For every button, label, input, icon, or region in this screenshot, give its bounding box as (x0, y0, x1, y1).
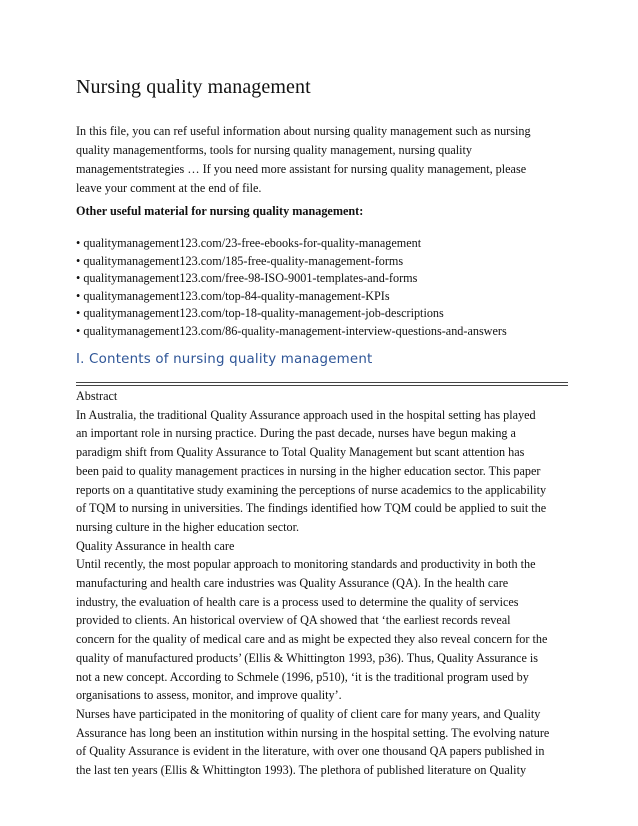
body-line: nursing culture in the higher education sector. (76, 519, 300, 534)
body-line: reports on a quantitative study examining the perceptions of nurse academics to the applicability (76, 482, 547, 497)
body-line: manufacturing and health care industries was Quality Assurance (QA). In the health care (76, 576, 509, 591)
body-line: Assurance has long been an institution within nursing in the hospital setting. The evolving nature (76, 725, 550, 740)
intro-paragraph (76, 122, 568, 198)
body-line: Until recently, the most popular approach to monitoring standards and productivity in both the (76, 557, 536, 572)
body-line: Quality Assurance in health care (76, 538, 235, 553)
intro-line: leave your comment at the end of file. (76, 181, 262, 195)
resource-link-list (76, 235, 568, 341)
body-line: not a new concept. According to Schmele (1996, p510), ‘it is the traditional program used by (76, 669, 529, 684)
section-divider (76, 385, 568, 386)
body-line: organisations to assess, monitor, and improve quality’. (76, 688, 342, 703)
body-text (76, 387, 568, 780)
intro-line: managementstrategies … If you need more assistant for nursing quality management, please (76, 162, 527, 176)
body-line: provided to clients. An historical overview of QA showed that ‘the earliest records reveal (76, 613, 511, 628)
resource-link[interactable]: • qualitymanagement123.com/23-free-ebooks-for-quality-management (76, 236, 422, 250)
section-heading: I. Contents of nursing quality management (76, 352, 373, 367)
body-line: of Quality Assurance is evident in the literature, with over one thousand QA papers published in (76, 744, 545, 759)
section-divider (76, 382, 568, 383)
body-line: the last ten years (Ellis & Whittington 1993). The plethora of published literature on Quality (76, 763, 527, 778)
resource-link[interactable]: • qualitymanagement123.com/185-free-quality-management-forms (76, 253, 404, 268)
document-title: Nursing quality management (76, 76, 311, 98)
body-line: Nurses have participated in the monitoring of quality of client care for many years, and Quality (76, 706, 541, 721)
resource-link[interactable]: • qualitymanagement123.com/top-84-quality-management-KPIs (76, 288, 390, 303)
body-line: In Australia, the traditional Quality Assurance approach used in the hospital setting has played (76, 407, 536, 422)
other-materials-heading: Other useful material for nursing quality management: (76, 204, 364, 218)
body-line: quality of manufactured products’ (Ellis & Whittington 1993, p36). Thus, Quality Assurance is (76, 650, 539, 665)
body-line: industry, the evaluation of health care is a process used to determine the quality of services (76, 594, 519, 609)
resource-link[interactable]: • qualitymanagement123.com/free-98-ISO-9001-templates-and-forms (76, 271, 418, 286)
body-line: been paid to quality management practices in nursing in the higher education sector. This paper (76, 463, 541, 478)
body-line: concern for the quality of medical care and as might be expected they also reveal concern for the (76, 632, 548, 647)
intro-line: quality managementforms, tools for nursing quality management, nursing quality (76, 143, 473, 157)
body-line: paradigm shift from Quality Assurance to Total Quality Management but scant attention has (76, 445, 525, 460)
intro-line: In this file, you can ref useful information about nursing quality management such as nursing (76, 124, 531, 138)
body-line: Abstract (76, 389, 118, 403)
resource-link[interactable]: • qualitymanagement123.com/86-quality-management-interview-questions-and-answers (76, 323, 507, 338)
body-line: an important role in nursing practice. During the past decade, nurses have begun making a (76, 426, 516, 441)
body-line: of TQM to nursing in universities. The findings identified how TQM could be applied to suit the (76, 501, 547, 516)
resource-link[interactable]: • qualitymanagement123.com/top-18-quality-management-job-descriptions (76, 306, 444, 321)
